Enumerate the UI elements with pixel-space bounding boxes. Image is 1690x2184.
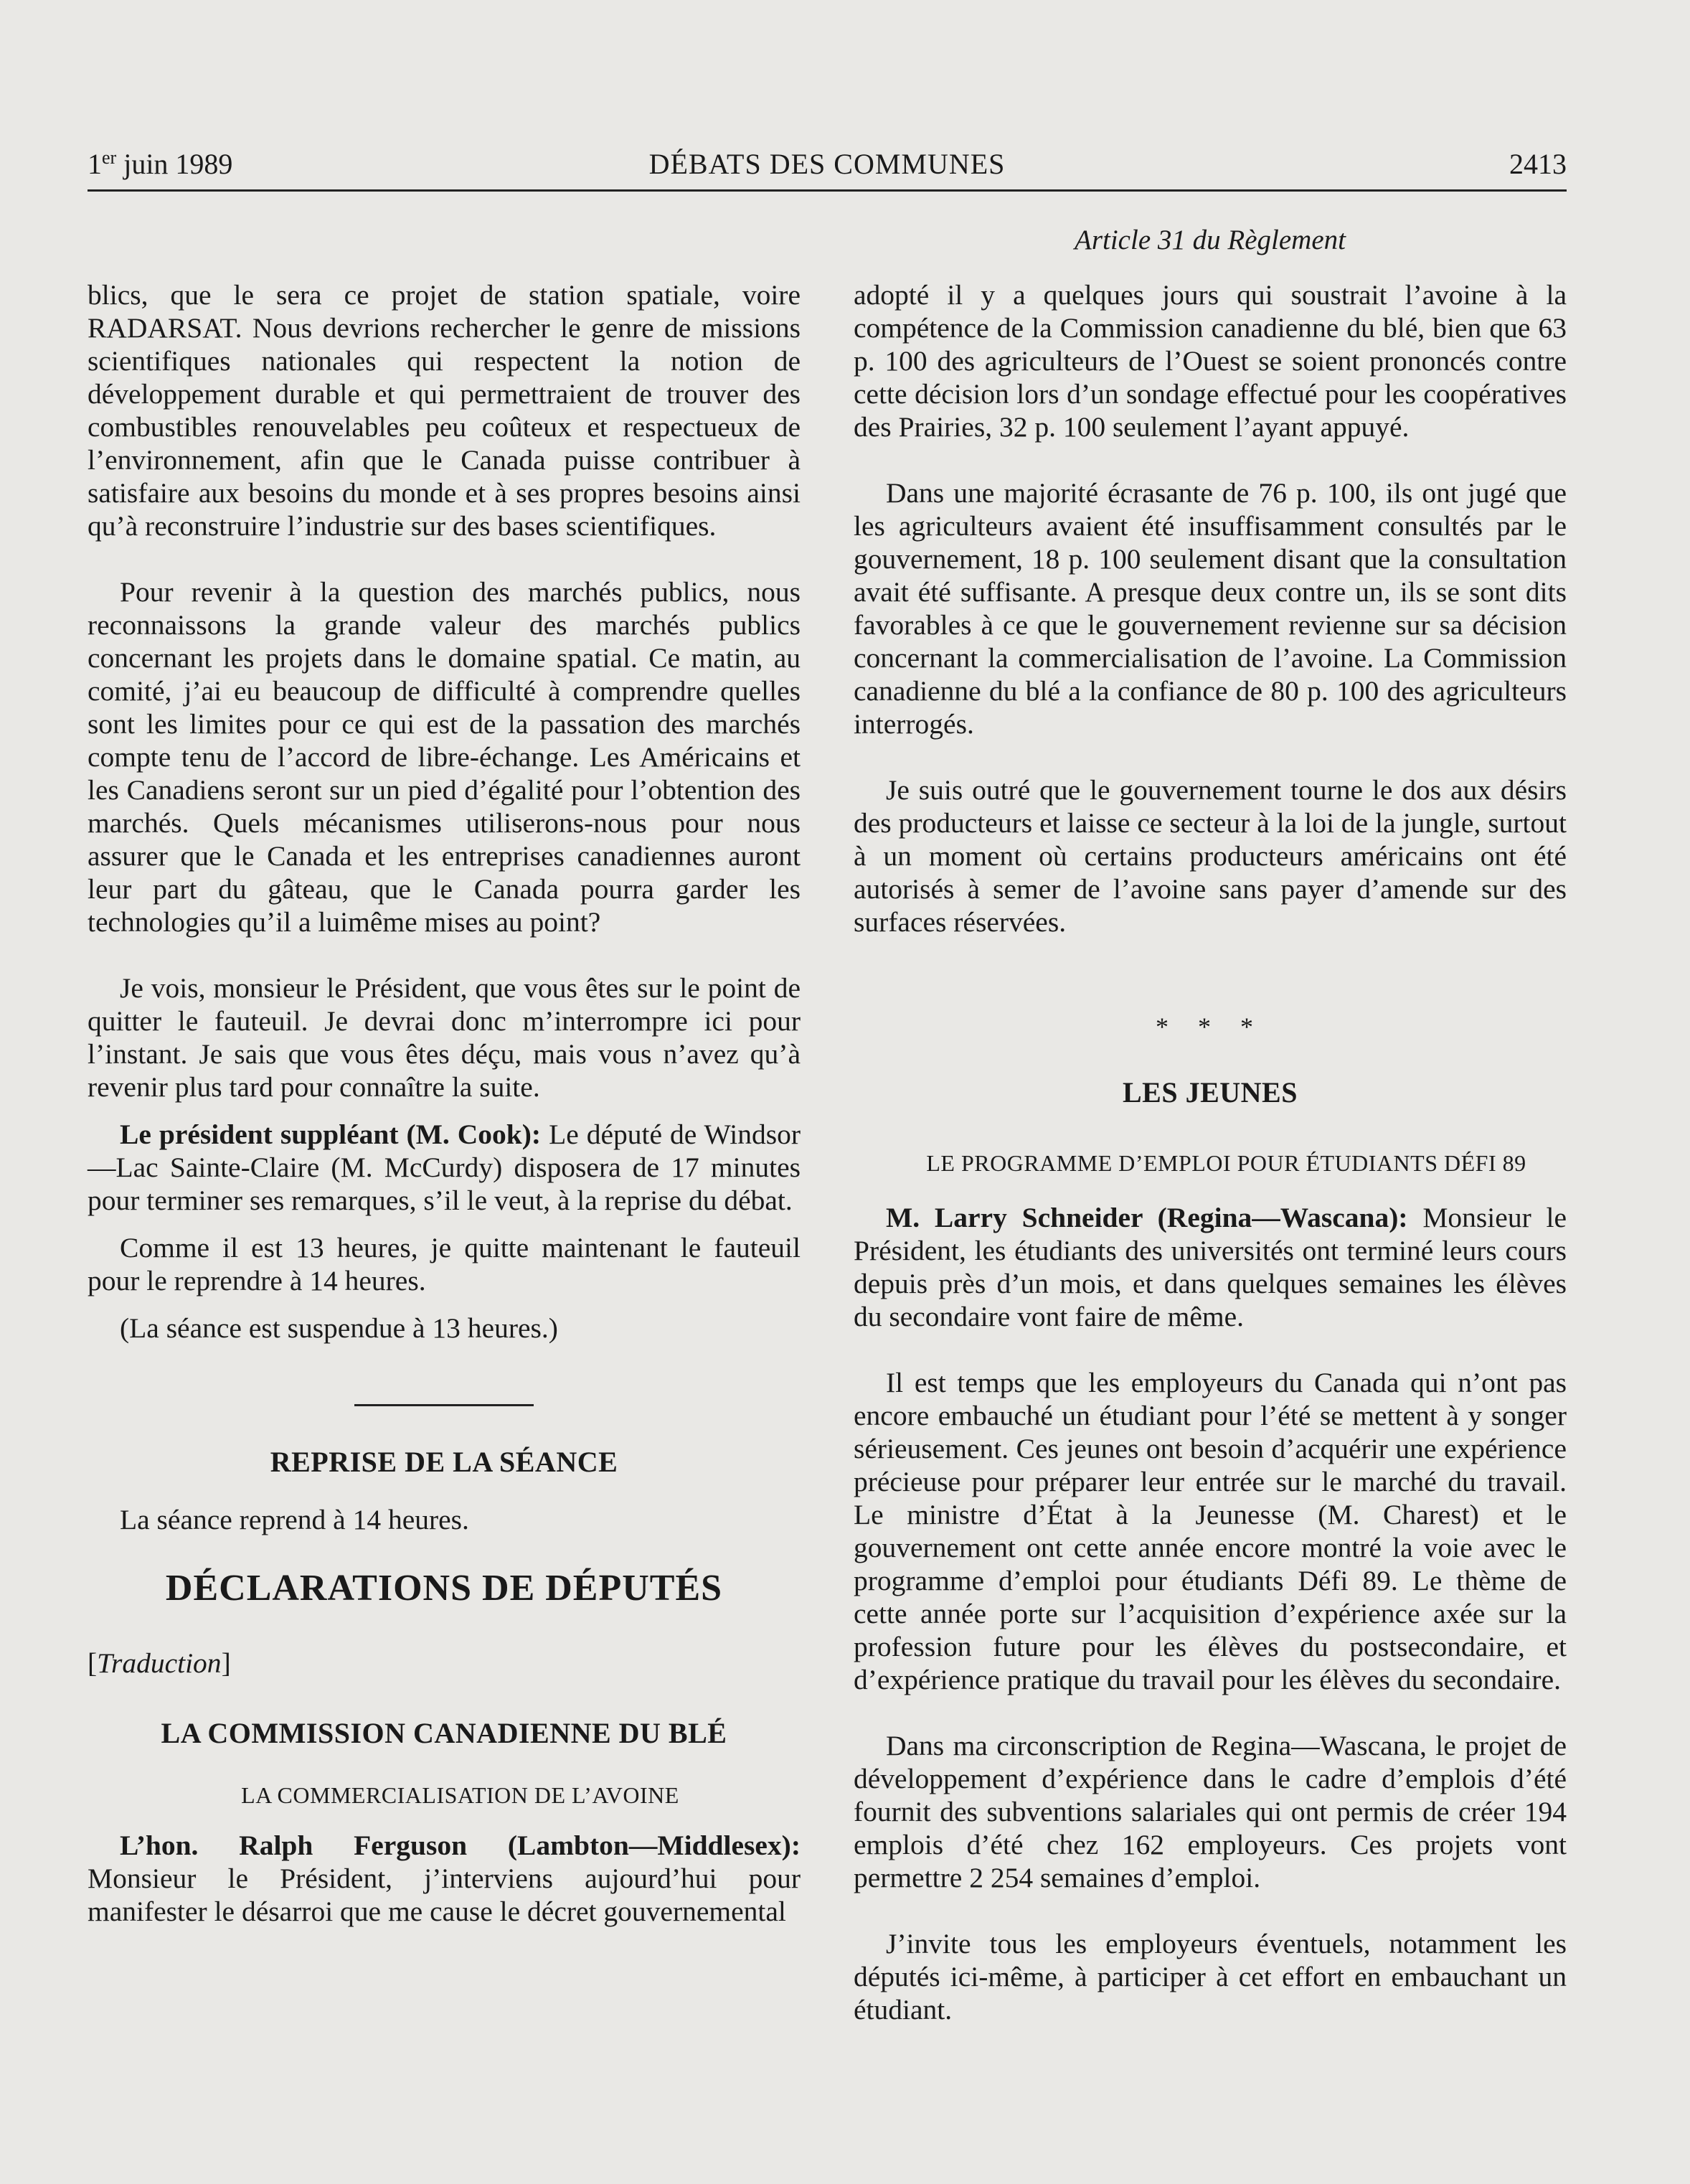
running-header	[88, 147, 1567, 190]
paragraph: Je suis outré que le gouvernement tourne le dos aux désirs des producteurs et laisse ce secteur à la loi de la jungle, surtout à un moment où certains producteurs américains ont été autorisés à semer de l’avoine sans payer d’amende sur des surfaces réservées.	[854, 774, 1567, 938]
paragraph	[88, 1118, 801, 1217]
paragraph: Pour revenir à la question des marchés publics, nous reconnaissons la grande valeur des marchés publics concernant les projets dans le domaine spatial. Ce matin, au comité, j’ai eu beaucoup de difficulté à comprendre quelles sont les limites pour ce qui est de la passation des marchés compte tenu de l’accord de libre-échange. Les Américains et les Canadiens seront sur un pied d’égalité pour l’obtention des marchés. Quels mécanismes utiliserons-nous pour nous assurer que le Canada et les entreprises canadiennes auront leur part du gâteau, que le Canada pourra garder les technologies qu’il a luimême mises au point?	[88, 576, 801, 938]
header-rule	[88, 189, 1567, 192]
speaker-name: L’hon. Ralph Ferguson (Lambton—Middlesex):	[120, 1830, 801, 1861]
speech-text: Monsieur le Président, j’interviens aujourd’hui pour manifester le désarroi que me cause le décret gouvernemental	[88, 1863, 801, 1927]
section-heading: LES JEUNES	[1123, 1076, 1298, 1109]
speaker-name: M. Larry Schneider (Regina—Wascana):	[886, 1202, 1408, 1233]
running-head: Article 31 du Règlement	[1075, 225, 1346, 255]
paragraph: La séance reprend à 14 heures.	[120, 1504, 469, 1535]
paragraph: Je vois, monsieur le Président, que vous êtes sur le point de quitter le fauteuil. Je devrai donc m’interrompre ici pour l’instant. Je sais que vous êtes déçu, mais vous n’avez qu’à revenir plus tard pour connaître la suite.	[88, 972, 801, 1103]
section-separator: * * *	[1156, 1012, 1265, 1041]
subheading: LA COMMERCIALISATION DE L’AVOINE	[241, 1782, 679, 1808]
speech-text: Le député de Windsor—Lac Sainte-Claire (M. McCurdy) disposera de 17 minutes pour terminer ses remarques, s’il le veut, à la reprise du débat.	[88, 1119, 801, 1216]
translation-note: [Traduction]	[88, 1647, 231, 1679]
left-column	[88, 278, 801, 1928]
paragraph: Dans une majorité écrasante de 76 p. 100, ils ont jugé que les agriculteurs avaient été insuffisamment consultés par le gouvernement, 18 p. 100 seulement disant que la consultation avait été suffisante. A presque deux contre un, ils se sont dits favorables à ce que le gouvernement revienne sur sa décision concernant la commercialisation de l’avoine. La Commission canadienne du blé a la confiance de 80 p. 100 des agriculteurs interrogés.	[854, 477, 1567, 740]
section-heading: REPRISE DE LA SÉANCE	[270, 1446, 618, 1478]
subheading: LE PROGRAMME D’EMPLOI POUR ÉTUDIANTS DÉFI 89	[926, 1150, 1526, 1176]
paragraph: blics, que le sera ce projet de station spatiale, voire RADARSAT. Nous devrions rechercher le genre de missions scientifiques nationales qui respectent la notion de développement durable et qui permettraient de trouver des combustibles renouvelables peu coûteux et respectueux de l’environnement, afin que le Canada puisse contribuer à satisfaire aux besoins du monde et à ses propres besoins ainsi qu’à reconstruire l’industrie sur des bases scientifiques.	[88, 279, 801, 542]
paragraph: Il est temps que les employeurs du Canada qui n’ont pas encore embauché un étudiant pour l’été se mettent à y songer sérieusement. Ces jeunes ont besoin d’acquérir une expérience précieuse pour préparer leur entrée sur le marché du travail. Le ministre d’État à la Jeunesse (M. Charest) et le gouvernement ont cette année encore montré la voie avec le programme d’emploi pour étudiants Défi 89. Le thème de cette année porte sur l’acquisition d’expérience axée sur la profession future pour les élèves du postsecondaire, et d’expérience pratique du travail pour les élèves du secondaire.	[854, 1367, 1567, 1695]
paragraph	[88, 1829, 801, 1928]
paragraph: adopté il y a quelques jours qui soustrait l’avoine à la compétence de la Commission canadienne du blé, bien que 63 p. 100 des agriculteurs de l’Ouest se soient prononcés contre cette décision lors d’un sondage effectué pour les coopératives des Prairies, 32 p. 100 seulement l’ayant appuyé.	[854, 279, 1567, 443]
paragraph	[854, 1201, 1567, 1333]
page-number: 2413	[1509, 148, 1567, 180]
header-date: 1er juin 1989	[88, 147, 233, 180]
speaker-name: Le président suppléant (M. Cook):	[120, 1119, 542, 1150]
section-heading: LA COMMISSION CANADIENNE DU BLÉ	[161, 1717, 727, 1749]
paragraph: J’invite tous les employeurs éventuels, notamment les députés ici-même, à participer à cet effort en embauchant un étudiant.	[854, 1928, 1567, 2025]
paragraph: Dans ma circonscription de Regina—Wascana, le projet de développement d’expérience dans le cadre d’emplois d’été fournit des subventions salariales qui ont permis de créer 194 emplois d’été chez 162 employeurs. Ces projets vont permettre 2 254 semaines d’emploi.	[854, 1730, 1567, 1893]
section-heading-main: DÉCLARATIONS DE DÉPUTÉS	[165, 1568, 723, 1609]
header-title: DÉBATS DES COMMUNES	[648, 148, 1006, 180]
paragraph: Comme il est 13 heures, je quitte maintenant le fauteuil pour le reprendre à 14 heures.	[88, 1232, 801, 1296]
speech-text: Monsieur le Président, les étudiants des universités ont terminé leurs cours depuis près d’un mois, et dans quelques semaines les élèves du secondaire vont faire de même.	[854, 1202, 1567, 1332]
paragraph: (La séance est suspendue à 13 heures.)	[120, 1312, 558, 1344]
right-column	[854, 278, 1567, 2026]
